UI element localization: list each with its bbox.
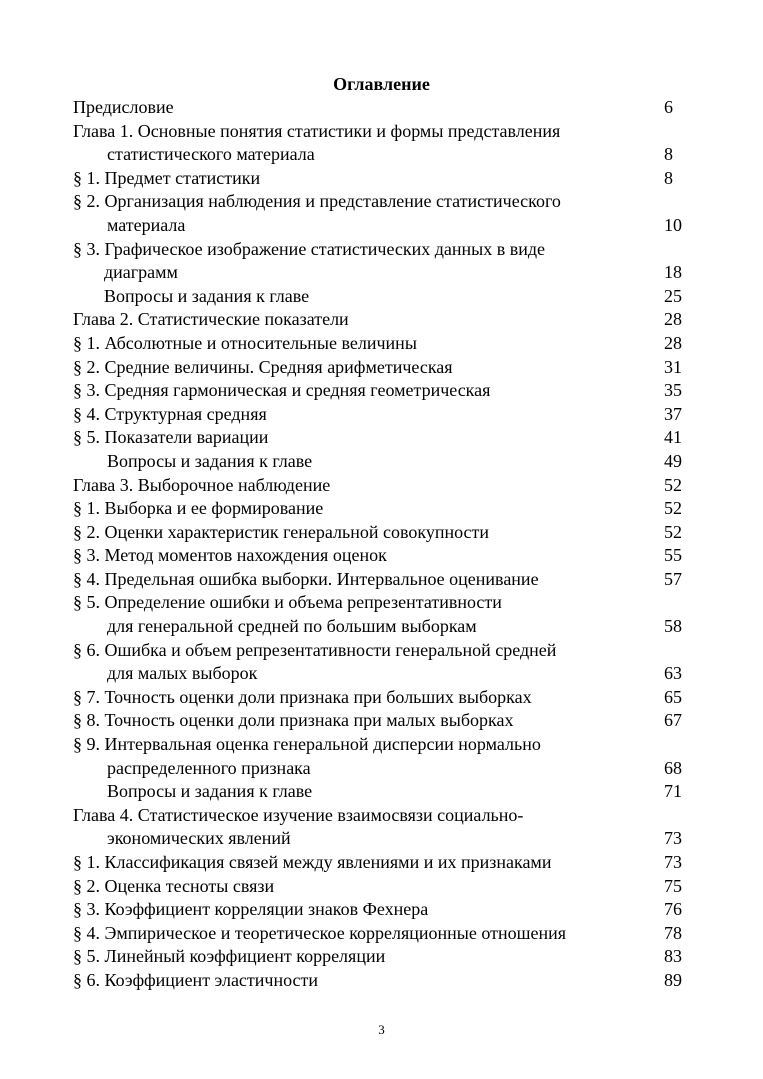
- toc-entry-title: § 1. Предмет статистики: [73, 167, 261, 188]
- toc-entry-page-number: 8: [664, 167, 673, 188]
- toc-entry: [73, 308, 693, 332]
- toc-entry: [73, 686, 693, 710]
- toc-entry-title: § 4. Эмпирическое и теоретическое корреляционные отношения: [73, 922, 567, 943]
- toc-entry: [73, 827, 693, 851]
- toc-entry: [73, 662, 693, 686]
- table-of-contents: [73, 96, 693, 993]
- toc-entry-title: Глава 3. Выборочное наблюдение: [73, 474, 331, 495]
- toc-entry-title: § 3. Графическое изображение статистических данных в виде: [73, 238, 546, 259]
- toc-entry-title: § 9. Интервальная оценка генеральной дисперсии нормально: [73, 734, 541, 755]
- toc-entry-page-number: 41: [664, 427, 682, 448]
- toc-entry-page-number: 68: [664, 757, 682, 778]
- toc-entry-title: статистического материала: [107, 144, 315, 165]
- toc-entry-title: § 2. Организация наблюдения и представление статистического: [73, 191, 561, 212]
- toc-entry: [73, 521, 693, 545]
- toc-entry: [73, 709, 693, 733]
- toc-entry-page-number: 57: [664, 568, 682, 589]
- toc-entry-title: § 3. Средняя гармоническая и средняя геометрическая: [73, 380, 491, 401]
- toc-entry: [73, 945, 693, 969]
- toc-entry-title: § 2. Средние величины. Средняя арифметическая: [73, 356, 453, 377]
- toc-entry-page-number: 28: [664, 309, 682, 330]
- toc-entry: [73, 875, 693, 899]
- toc-entry: [73, 969, 693, 993]
- toc-entry-title: § 1. Классификация связей между явлениями и их признаками: [73, 852, 552, 872]
- page-title: Оглавление: [333, 74, 430, 94]
- toc-entry-page-number: 28: [664, 332, 682, 353]
- toc-entry-page-number: 49: [664, 450, 682, 471]
- toc-entry: [73, 356, 693, 380]
- toc-entry: [73, 898, 693, 922]
- toc-entry: [73, 922, 693, 946]
- toc-entry: [73, 615, 693, 639]
- toc-entry-title: диаграмм: [104, 262, 178, 283]
- toc-entry: [73, 190, 693, 214]
- toc-entry: [73, 261, 693, 285]
- toc-entry: [73, 143, 693, 167]
- toc-entry-title: § 8. Точность оценки доли признака при малых выборках: [73, 710, 514, 731]
- toc-entry-title: § 5. Определение ошибки и объема репрезентативности: [73, 592, 502, 613]
- footer-page-number: 3: [378, 1022, 385, 1037]
- toc-entry-title: для малых выборок: [107, 663, 258, 684]
- toc-entry-page-number: 75: [664, 875, 682, 896]
- toc-entry-page-number: 67: [664, 710, 682, 731]
- toc-entry-title: § 6. Коэффициент эластичности: [73, 969, 319, 990]
- toc-entry-title: Предисловие: [73, 97, 174, 117]
- toc-entry-page-number: 35: [664, 380, 682, 401]
- toc-entry-title: § 5. Показатели вариации: [73, 427, 269, 448]
- toc-entry-title: § 5. Линейный коэффициент корреляции: [73, 946, 386, 967]
- toc-entry: [73, 120, 693, 144]
- toc-entry-page-number: 63: [664, 663, 682, 684]
- toc-entry-page-number: 8: [664, 144, 673, 165]
- toc-entry-title: § 4. Структурная средняя: [73, 403, 267, 424]
- toc-entry-title: для генеральной средней по большим выборкам: [107, 616, 477, 637]
- toc-entry-page-number: 65: [664, 686, 682, 707]
- toc-entry: [73, 733, 693, 757]
- toc-entry: [73, 757, 693, 781]
- toc-entry-title: Глава 1. Основные понятия статистики и формы представления: [73, 120, 561, 141]
- toc-entry-page-number: 89: [664, 969, 682, 990]
- toc-entry-page-number: 58: [664, 616, 682, 637]
- toc-entry-page-number: 73: [664, 852, 682, 872]
- toc-entry: [73, 450, 693, 474]
- toc-entry-title: Глава 2. Статистические показатели: [73, 309, 349, 330]
- toc-entry-page-number: 52: [664, 498, 682, 519]
- toc-entry-title: Вопросы и задания к главе: [107, 781, 313, 802]
- toc-entry-title: Глава 4. Статистическое изучение взаимосвязи социально-: [73, 804, 524, 825]
- toc-entry-page-number: 18: [664, 262, 682, 283]
- toc-entry-title: материала: [107, 214, 186, 235]
- toc-entry: [73, 591, 693, 615]
- toc-entry-title: экономических явлений: [107, 828, 291, 849]
- toc-entry-title: распределенного признака: [107, 757, 311, 778]
- toc-entry-title: § 2. Оценки характеристик генеральной совокупности: [73, 521, 490, 542]
- toc-entry: [73, 403, 693, 427]
- toc-entry: [73, 285, 693, 309]
- toc-entry-page-number: 31: [664, 356, 682, 377]
- toc-entry: [73, 780, 693, 804]
- toc-entry-title: § 3. Метод моментов нахождения оценок: [73, 545, 387, 566]
- toc-entry-page-number: 25: [664, 285, 682, 306]
- toc-entry-page-number: 10: [664, 214, 682, 235]
- toc-entry-page-number: 52: [664, 474, 682, 495]
- toc-entry-title: § 3. Коэффициент корреляции знаков Фехнера: [73, 899, 429, 920]
- toc-entry-title: § 7. Точность оценки доли признака при больших выборках: [73, 686, 532, 707]
- toc-entry-page-number: 55: [664, 545, 682, 566]
- toc-entry-page-number: 73: [664, 828, 682, 849]
- toc-entry: [73, 497, 693, 521]
- toc-entry-page-number: 71: [664, 781, 682, 802]
- toc-entry: [73, 851, 693, 875]
- toc-entry-page-number: 37: [664, 403, 682, 424]
- toc-entry: [73, 804, 693, 828]
- toc-entry-page-number: 83: [664, 946, 682, 967]
- toc-entry: [73, 379, 693, 403]
- toc-entry: [73, 639, 693, 663]
- toc-entry: [73, 167, 693, 191]
- toc-entry-title: § 4. Предельная ошибка выборки. Интервальное оценивание: [73, 568, 539, 589]
- toc-entry: [73, 96, 693, 120]
- toc-entry-page-number: 52: [664, 521, 682, 542]
- toc-entry-title: § 2. Оценка тесноты связи: [73, 875, 275, 896]
- toc-entry: [73, 544, 693, 568]
- toc-entry: [73, 332, 693, 356]
- toc-entry-page-number: 6: [664, 97, 673, 117]
- toc-entry-page-number: 76: [664, 899, 682, 920]
- toc-entry: [73, 214, 693, 238]
- toc-entry: [73, 474, 693, 498]
- toc-entry-title: Вопросы и задания к главе: [107, 450, 313, 471]
- toc-entry-title: § 1. Выборка и ее формирование: [73, 498, 324, 519]
- toc-entry: [73, 426, 693, 450]
- toc-entry: [73, 238, 693, 262]
- toc-entry-title: § 6. Ошибка и объем репрезентативности генеральной средней: [73, 639, 557, 660]
- toc-entry: [73, 568, 693, 592]
- toc-entry-title: § 1. Абсолютные и относительные величины: [73, 332, 417, 353]
- toc-entry-title: Вопросы и задания к главе: [104, 285, 310, 306]
- toc-entry-page-number: 78: [664, 922, 682, 943]
